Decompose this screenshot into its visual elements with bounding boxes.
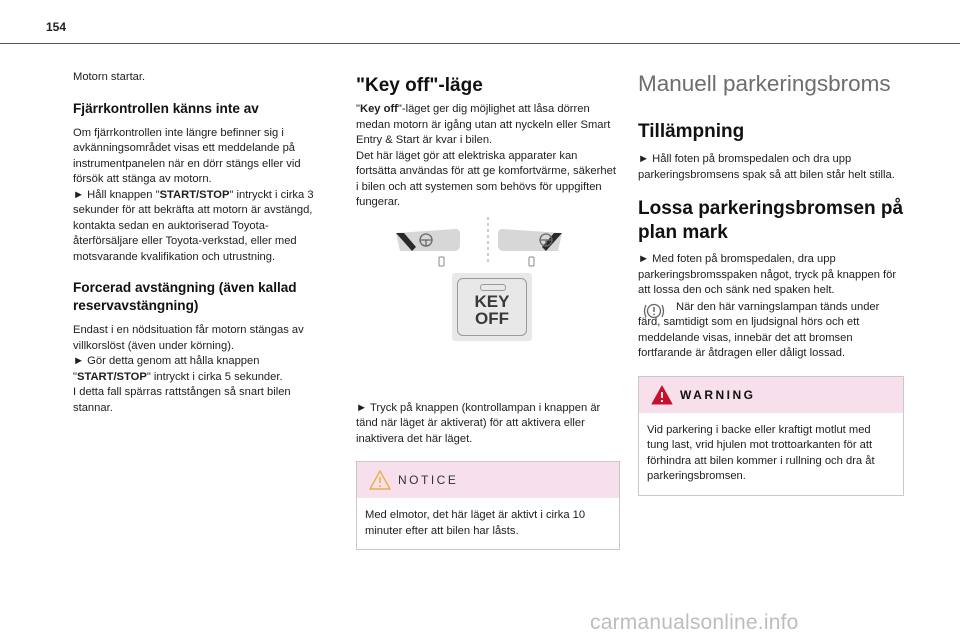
key-off-text: "-läget ger dig möjlighet att låsa dörren medan motorn är igång utan att nyckeln eller Smart Entry & Start är kvar i bilen. — [356, 103, 611, 146]
start-stop-label: START/STOP — [159, 188, 230, 201]
notice-text: Med elmotor, det här läget är aktivt i cirka 10 minuter efter att bilen har låsts. — [365, 509, 586, 537]
remote-text: Om fjärrkontrollen inte längre befinner sig i avkänningsområdet visas ett meddelande på instrumentpanelen när en dörr stängs eller vid försök att stänga av motorn. — [73, 126, 301, 185]
do-text-pre: Gör detta genom att hålla knappen " — [73, 355, 260, 383]
warning-box — [638, 376, 904, 496]
header-divider — [0, 43, 960, 44]
remote-paragraph — [73, 126, 323, 266]
column-middle — [356, 60, 620, 550]
key-off-illustration — [356, 211, 620, 401]
key-off-line1: KEY — [474, 291, 510, 311]
notice-header — [357, 462, 619, 498]
release-text: Med foten på bromspedalen, dra upp parkeringsbromsspaken något, tryck på knappen för att lossa den och sänk ned spaken helt. — [638, 253, 897, 296]
forced-text: Endast i en nödsituation får motorn stängas av villkorslöst (även under körning). — [73, 324, 304, 352]
watermark: carmanualsonline.info — [590, 611, 799, 634]
apply-paragraph — [638, 152, 904, 183]
arrow-icon: ► — [73, 188, 85, 201]
do-text-post: " intryckt i cirka 5 sekunder. — [146, 370, 283, 383]
lamp-text: När den här varningslampan tänds under färd, samtidigt som en ljudsignal hörs och ett meddelande visas, innebär det att bromsen fortfarande är åtdragen eller dåligt lossad. — [638, 300, 880, 359]
column-left — [73, 60, 323, 416]
remote-heading: Fjärrkontrollen känns inte av — [73, 100, 259, 116]
hold-text-post: " intryckt i cirka 3 sekunder för att bekräfta att motorn är avstängd, kontakta sedan en auktoriserad Toyota-återförsäljare eller Toyota-verkstad, eller med motsvarande kvalifikation och utrustning. — [73, 188, 314, 263]
notice-box — [356, 461, 620, 550]
warning-title: WARNING — [680, 387, 756, 402]
arrow-icon: ► — [638, 153, 650, 165]
key-off-button — [452, 273, 532, 341]
key-off-label — [458, 293, 526, 327]
notice-triangle-icon — [369, 470, 391, 490]
release-paragraph — [638, 252, 904, 299]
notice-title: NOTICE — [398, 473, 459, 487]
warning-header — [639, 377, 903, 413]
apply-heading: Tillämpning — [638, 121, 745, 142]
key-off-text-2: Det här läget gör att elektriska apparater kan fortsätta användas för att ge komfortvärme, säkerhet i bilen och att systemen som behövs för uppgiften fungerar. — [356, 149, 616, 208]
hold-text-pre: Håll knappen " — [84, 188, 160, 201]
arrow-icon: ► — [638, 253, 650, 265]
forced-heading: Forcerad avstängning (även kallad reservavstängning) — [73, 280, 297, 313]
key-off-bold: Key off — [359, 103, 398, 115]
warning-triangle-icon — [651, 385, 673, 405]
column-right — [638, 60, 904, 496]
lock-text: I detta fall spärras rattstången så snart bilen stannar. — [73, 386, 291, 414]
press-text: Tryck på knappen (kontrollampan i knappen är tänd när läget är aktiverat) för att aktivera eller inaktivera det här läget. — [356, 401, 601, 445]
warning-body — [639, 413, 903, 495]
key-off-paragraph — [356, 102, 620, 211]
notice-body — [357, 498, 619, 549]
brake-warning-lamp-icon — [642, 301, 666, 321]
key-off-button-face — [457, 278, 527, 336]
key-off-line2: OFF — [475, 308, 509, 328]
key-off-title: "Key off"-läge — [356, 75, 483, 96]
parking-brake-title: Manuell parkeringsbroms — [638, 71, 891, 96]
lamp-paragraph — [638, 300, 904, 362]
press-paragraph — [356, 401, 620, 448]
start-stop-label: START/STOP — [76, 370, 147, 383]
apply-text: Håll foten på bromspedalen och dra upp parkeringsbromsens spak så att bilen står helt stilla. — [638, 153, 895, 181]
key-fob-illustration — [356, 213, 620, 269]
page-number: 154 — [46, 20, 67, 34]
intro-text: Motorn startar. — [73, 71, 146, 83]
key-off-indicator-lamp — [480, 284, 506, 291]
release-heading: Lossa parkeringsbromsen på plan mark — [638, 198, 904, 243]
arrow-icon: ► — [73, 355, 85, 367]
arrow-icon: ► — [356, 401, 368, 414]
forced-paragraph — [73, 323, 323, 416]
warning-text: Vid parkering i backe eller kraftigt motlut med tung last, vrid hjulen mot trottoarkanten för att förhindra att bilen kommer i rullning och dra åt parkeringsbromsen. — [647, 423, 875, 482]
quote-mark: " — [356, 103, 360, 115]
